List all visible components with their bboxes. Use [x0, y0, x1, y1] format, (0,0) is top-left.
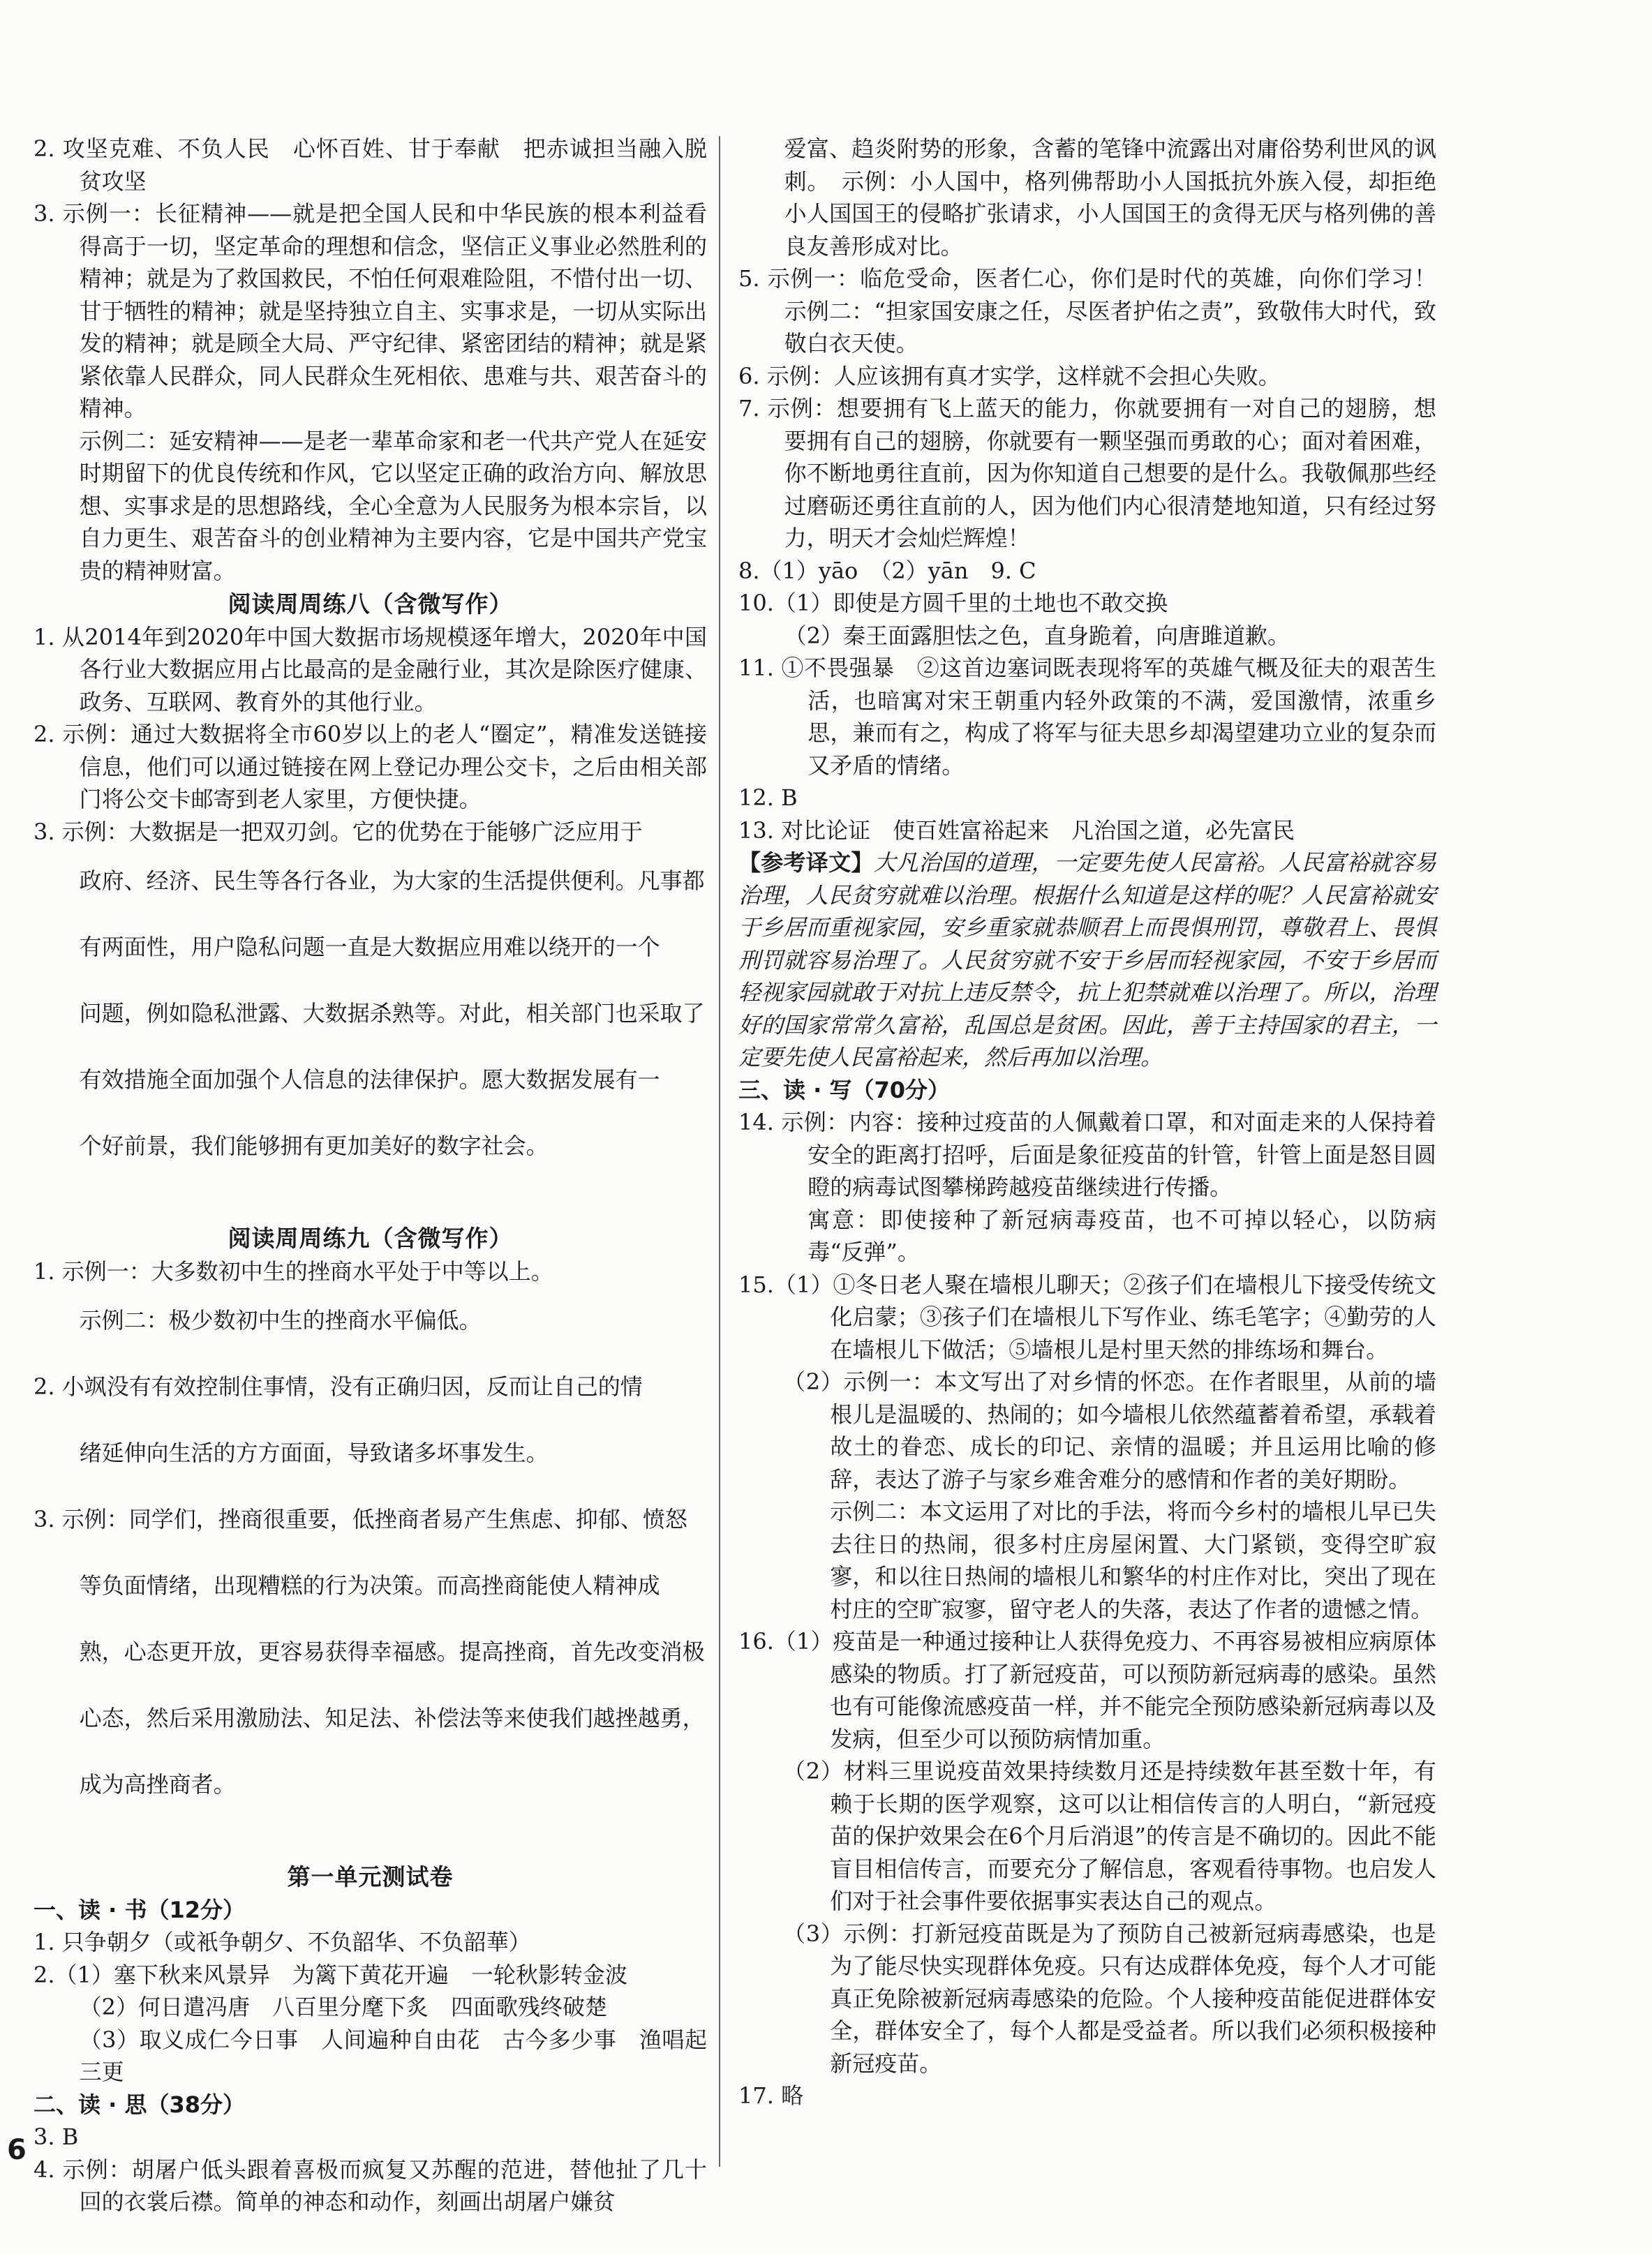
handwriting-line: 成为高挫商者。: [79, 1771, 236, 1798]
unit-answer-4: 4. 示例：胡屠户低头跟着喜极而疯复又苏醒的范进，替他扯了几十回的衣裳后襟。简单的神态和动作，刻画出胡屠户嫌贫: [34, 2156, 707, 2215]
unit-answer-1: 1. 只争朝夕（或衹争朝夕、不负韶华、不负韶華）: [34, 1929, 531, 1955]
unit-answer-15-2: （2）示例一：本文写出了对乡情的怀恋。在作者眼里，从前的墙根儿是温暖的、热闹的；如今墙根儿依然蕴蓄着希望，承载着故土的眷恋、成长的印记、亲情的温暖；并且运用比喻的修辞，表达了游子与家乡难舍难分的感情和作者的美好期盼。: [783, 1368, 1436, 1493]
unit-answer-10-1: 10.（1）即使是方圆千里的土地也不敢交换: [738, 590, 1168, 616]
right-column: [738, 133, 1436, 2112]
handwriting-line: 有效措施全面加强个人信息的法律保护。愿大数据发展有一: [79, 1066, 660, 1093]
answer-2: 2. 攻坚克难、不负人民 心怀百姓、甘于奉献 把赤诚担当融入脱贫攻坚: [34, 135, 707, 195]
unit-answer-12: 12. B: [738, 784, 798, 811]
unit-answer-8-9: 8.（1）yāo （2）yān 9. C: [738, 557, 1036, 584]
unit-answer-3: 3. B: [34, 2124, 79, 2150]
left-column: [34, 133, 707, 2218]
unit-answer-10-2: （2）秦王面露胆怯之色，直身跪着，向唐雎道歉。: [784, 622, 1290, 649]
unit-answer-7: 7. 示例：想要拥有飞上蓝天的能力，你就要拥有一对自己的翅膀，想要拥有自己的翅膀，你就要有一颗坚强而勇敢的心；面对着困难，你不断地勇往直前，因为你知道自己想要的是什么。我敬佩那些经过磨砺还勇往直前的人，因为他们内心很清楚地知道，只有经过努力，明天才会灿烂辉煌！: [738, 395, 1436, 551]
unit-answer-16-1: 16.（1）疫苗是一种通过接种让人获得免疫力、不再容易被相应病原体感染的物质。打了新冠疫苗，可以预防新冠病毒的感染。虽然也有可能像流感疫苗一样，并不能完全预防感染新冠病毒以及发病，但至少可以预防病情加重。: [738, 1628, 1436, 1752]
reference-translation-text: 大凡治国的道理，一定要先使人民富裕。人民富裕就容易治理，人民贫穷就难以治理。根据什么知道是这样的呢？人民富裕就安于乡居而重视家园，安乡重家就恭顺君上而畏惧刑罚，尊敬君上、畏惧刑罚就容易治理了。人民贫穷就不安于乡居而轻视家园，不安于乡居而轻视家园就敢于对抗上违反禁令，抗上犯禁就难以治理了。所以，治理好的国家常常久富裕，乱国总是贫困。因此，善于主持国家的君主，一定要先使人民富裕起来，然后再加以治理。: [738, 849, 1436, 1070]
answer-3: 3. 示例一：长征精神——就是把全国人民和中华民族的根本利益看得高于一切，坚定革命的理想和信念，坚信正义事业必然胜利的精神；就是为了救国救民，不怕任何艰难险阻，不惜付出一切、甘于牺牲的精神；就是坚持独立自主、实事求是，一切从实际出发的精神；就是顾全大局、严守纪律、紧密团结的精神；就是紧紧依靠人民群众，同人民群众生死相依、患难与共、艰苦奋斗的精神。: [34, 200, 707, 421]
unit-answer-14: 14. 示例：内容：接种过疫苗的人佩戴着口罩，和对面走来的人保持着安全的距离打招呼，后面是象征疫苗的针管，针管上面是怒目圆瞪的病毒试图攀梯跨越疫苗继续进行传播。: [738, 1109, 1436, 1200]
handwriting-line: 个好前景，我们能够拥有更加美好的数字社会。: [79, 1133, 549, 1159]
handwriting-line: 政府、经济、民生等各行各业，为大家的生活提供便利。凡事都: [79, 867, 705, 894]
reference-translation: [738, 846, 1436, 1074]
practice-8-answer-2: 2. 示例：通过大数据将全市60岁以上的老人“圈定”，精准发送链接信息，他们可以通过链接在网上登记办理公交卡，之后由相关部门将公交卡邮寄到老人家里，方便快捷。: [34, 721, 707, 812]
part-2-heading: 二、读 · 思（38分）: [34, 2091, 245, 2118]
unit-answer-15-1: 15.（1）①冬日老人聚在墙根儿聊天；②孩子们在墙根儿下接受传统文化启蒙；③孩子们在墙根儿下写作业、练毛笔字；④勤劳的人在墙根儿下做活；⑤墙根儿是村里天然的排练场和舞台。: [738, 1271, 1436, 1363]
handwriting-line: 问题，例如隐私泄露、大数据杀熟等。对此，相关部门也采取了: [79, 1000, 705, 1027]
column-divider: [719, 136, 720, 2167]
handwriting-line: 熟，心态更开放，更容易获得幸福感。提高挫商，首先改变消极: [79, 1639, 705, 1665]
unit-answer-15-2-example-2: 示例二：本文运用了对比的手法，将而今乡村的墙根儿早已失去往日的热闹，很多村庄房屋闲置、大门紧锁，变得空旷寂寥，和以往日热闹的墙根儿和繁华的村庄作对比，突出了现在村庄的空旷寂寥，留守老人的失落，表达了作者的遗憾之情。: [830, 1498, 1436, 1622]
handwriting-line: 心态，然后采用激励法、知足法、补偿法等来使我们越挫越勇，: [79, 1705, 705, 1731]
handwriting-line: 等负面情绪，出现糟糕的行为决策。而高挫商能使人精神成: [79, 1572, 660, 1599]
practice-9-answer-2: 2. 小飒没有有效控制住事情，没有正确归因，反而让自己的情: [34, 1373, 643, 1400]
part-1-heading: 一、读 · 书（12分）: [34, 1896, 245, 1923]
practice-8-answer-3: 3. 示例：大数据是一把双刃剑。它的优势在于能够广泛应用于: [34, 818, 643, 845]
unit-answer-2-2: （2）何日遣冯唐 八百里分麾下炙 四面歌残终破楚: [79, 1994, 607, 2020]
unit-answer-13: 13. 对比论证 使百姓富裕起来 凡治国之道，必先富民: [738, 816, 1295, 844]
practice-9-answer-1: 1. 示例一：大多数初中生的挫商水平处于中等以上。: [34, 1257, 553, 1285]
unit-answer-16-3: （3）示例：打新冠疫苗既是为了预防自己被新冠病毒感染，也是为了能尽快实现群体免疫。只有达成群体免疫，每个人才可能真正免除被新冠病毒感染的危险。个人接种疫苗能促进群体安全，群体安全了，每个人都是受益者。所以我们必须积极接种新冠疫苗。: [783, 1920, 1436, 2077]
unit-answer-17: 17. 略: [738, 2082, 804, 2109]
answer-3-example-2: 示例二：延安精神——是老一辈革命家和老一代共产党人在延安时期留下的优良传统和作风，它以坚定正确的政治方向、解放思想、实事求是的思想路线，全心全意为人民服务为根本宗旨，以自力更生、艰苦奋斗的创业精神为主要内容，它是中国共产党宝贵的精神财富。: [79, 427, 707, 584]
reference-translation-tag: 【参考译文】: [738, 849, 874, 876]
unit-answer-2-1: 2.（1）塞下秋来风景异 为篱下黄花开遍 一轮秋影转金波: [34, 1961, 627, 1988]
page-number: 6: [7, 2134, 27, 2166]
unit-answer-11: 11. ①不畏强暴 ②这首边塞词既表现将军的英雄气概及征夫的艰苦生活，也暗寓对宋王朝重内轻外政策的不满，爱国激情，浓重乡思，兼而有之，构成了将军与征夫思乡却渴望建功立业的复杂而又矛盾的情绪。: [738, 655, 1436, 779]
part-3-heading: 三、读 · 写（70分）: [738, 1076, 950, 1103]
unit-answer-4-cont: 爱富、趋炎附势的形象，含蓄的笔锋中流露出对庸俗势利世风的讽刺。 示例：小人国中，格列佛帮助小人国抵抗外族入侵，却拒绝小人国国王的侵略扩张请求，小人国国王的贪得无厌与格列佛的善良友善形成对比。: [784, 135, 1436, 260]
unit-answer-2-3: （3）取义成仁今日事 人间遍种自由花 古今多少事 渔唱起三更: [79, 2026, 707, 2085]
practice-8-answer-1: 1. 从2014年到2020年中国大数据市场规模逐年增大，2020年中国各行业大数据应用占比最高的是金融行业，其次是除医疗健康、政务、互联网、教育外的其他行业。: [34, 623, 707, 715]
section-title-practice-8: 阅读周周练八（含微写作）: [228, 590, 513, 618]
handwriting-line: 有两面性，用户隐私问题一直是大数据应用难以绕开的一个: [79, 934, 660, 960]
unit-answer-16-2: （2）材料三里说疫苗效果持续数月还是持续数年甚至数十年，有赖于长期的医学观察，这可以让相信传言的人明白，“新冠疫苗的保护效果会在6个月后消退”的传言是不确切的。因此不能盲目相信传言，而要充分了解信息，客观看待事物。也启发人们对于社会事件要依据事实表达自己的观点。: [783, 1758, 1436, 1914]
practice-9-answer-3: 3. 示例：同学们，挫商很重要，低挫商者易产生焦虑、抑郁、愤怒: [34, 1506, 687, 1532]
handwriting-line: 绪延伸向生活的方方面面，导致诸多坏事发生。: [79, 1440, 549, 1466]
section-title-practice-9: 阅读周周练九（含微写作）: [228, 1225, 513, 1252]
practice-9-answer-1-example-2: 示例二：极少数初中生的挫商水平偏低。: [79, 1307, 482, 1334]
section-title-unit-test: 第一单元测试卷: [287, 1863, 454, 1890]
unit-answer-6: 6. 示例：人应该拥有真才实学，这样就不会担心失败。: [738, 362, 1281, 389]
unit-answer-14-meaning: 寓意：即使接种了新冠病毒疫苗，也不可掉以轻心，以防病毒“反弹”。: [808, 1206, 1436, 1265]
unit-answer-5: 5. 示例一：临危受命，医者仁心，你们是时代的英雄，向你们学习！示例二：“担家国安康之任，尽医者护佑之责”，致敬伟大时代，致敬白衣天使。: [738, 265, 1436, 357]
